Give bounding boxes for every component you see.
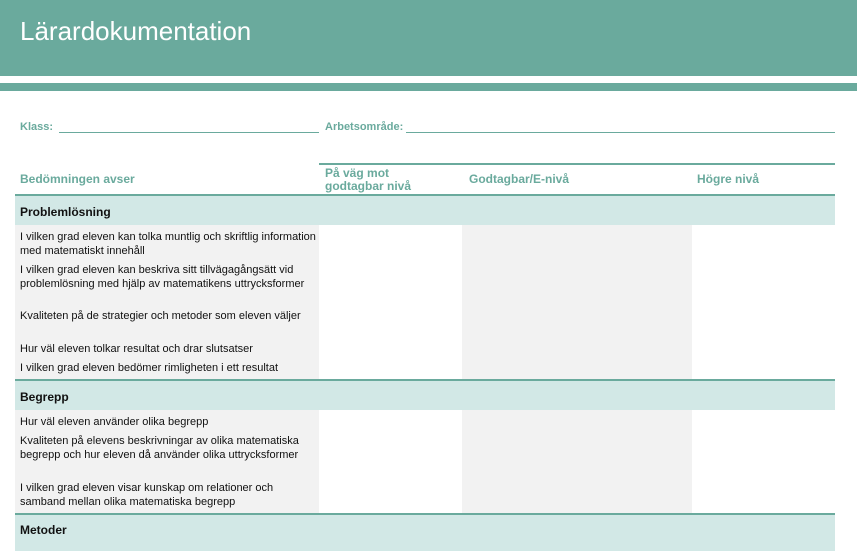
- header-banner: [0, 0, 857, 76]
- assessment-cell-level2[interactable]: [462, 225, 692, 379]
- assessment-cell-level3[interactable]: [692, 410, 835, 513]
- section-header-problemlosning: [15, 194, 835, 225]
- criterion-item: I vilken grad eleven kan tolka muntlig och skriftlig information med matematiskt innehåll: [20, 231, 316, 257]
- header-stripe: [0, 83, 857, 91]
- assessment-cell-level1[interactable]: [319, 410, 462, 513]
- page-title: Lärardokumentation: [20, 16, 252, 46]
- section-header-metoder: [15, 513, 835, 551]
- criterion-item: Hur väl eleven använder olika begrepp: [20, 416, 209, 428]
- col-header-level3: Högre nivå: [697, 172, 760, 186]
- arbetsomrade-label: Arbetsområde:: [325, 121, 404, 133]
- klass-label: Klass:: [20, 121, 54, 133]
- assessment-cell-level2[interactable]: [462, 410, 692, 513]
- header-rule: [319, 163, 835, 165]
- klass-field[interactable]: [59, 132, 319, 133]
- section-title: Begrepp: [20, 390, 69, 404]
- criterion-item: Kvaliteten på elevens beskrivningar av olika matematiska begrepp och hur eleven då använder olika uttrycksformer: [20, 435, 299, 461]
- assessment-cell-level1[interactable]: [319, 225, 462, 379]
- assessment-cell-level3[interactable]: [692, 225, 835, 379]
- section-title: Metoder: [20, 523, 67, 537]
- criterion-item: I vilken grad eleven kan beskriva sitt tillvägagångsätt vid problemlösning med hjälp av matematikens uttrycksformer: [20, 264, 305, 290]
- section-title: Problemlösning: [20, 205, 111, 219]
- arbetsomrade-field[interactable]: [406, 132, 835, 133]
- col-header-level2: Godtagbar/E-nivå: [469, 172, 570, 186]
- col-header-level1-line2: godtagbar nivå: [325, 179, 412, 193]
- criterion-item: I vilken grad eleven bedömer rimligheten i ett resultat: [20, 362, 279, 374]
- criterion-item: I vilken grad eleven visar kunskap om relationer och samband mellan olika matematiska begrepp: [20, 482, 274, 508]
- section-header-begrepp: [15, 379, 835, 410]
- criterion-item: Hur väl eleven tolkar resultat och drar slutsatser: [20, 343, 253, 355]
- col-header-level1-line1: På väg mot: [325, 166, 390, 180]
- criterion-item: Kvaliteten på de strategier och metoder som eleven väljer: [20, 310, 301, 322]
- col-header-criteria: Bedömningen avser: [20, 172, 135, 186]
